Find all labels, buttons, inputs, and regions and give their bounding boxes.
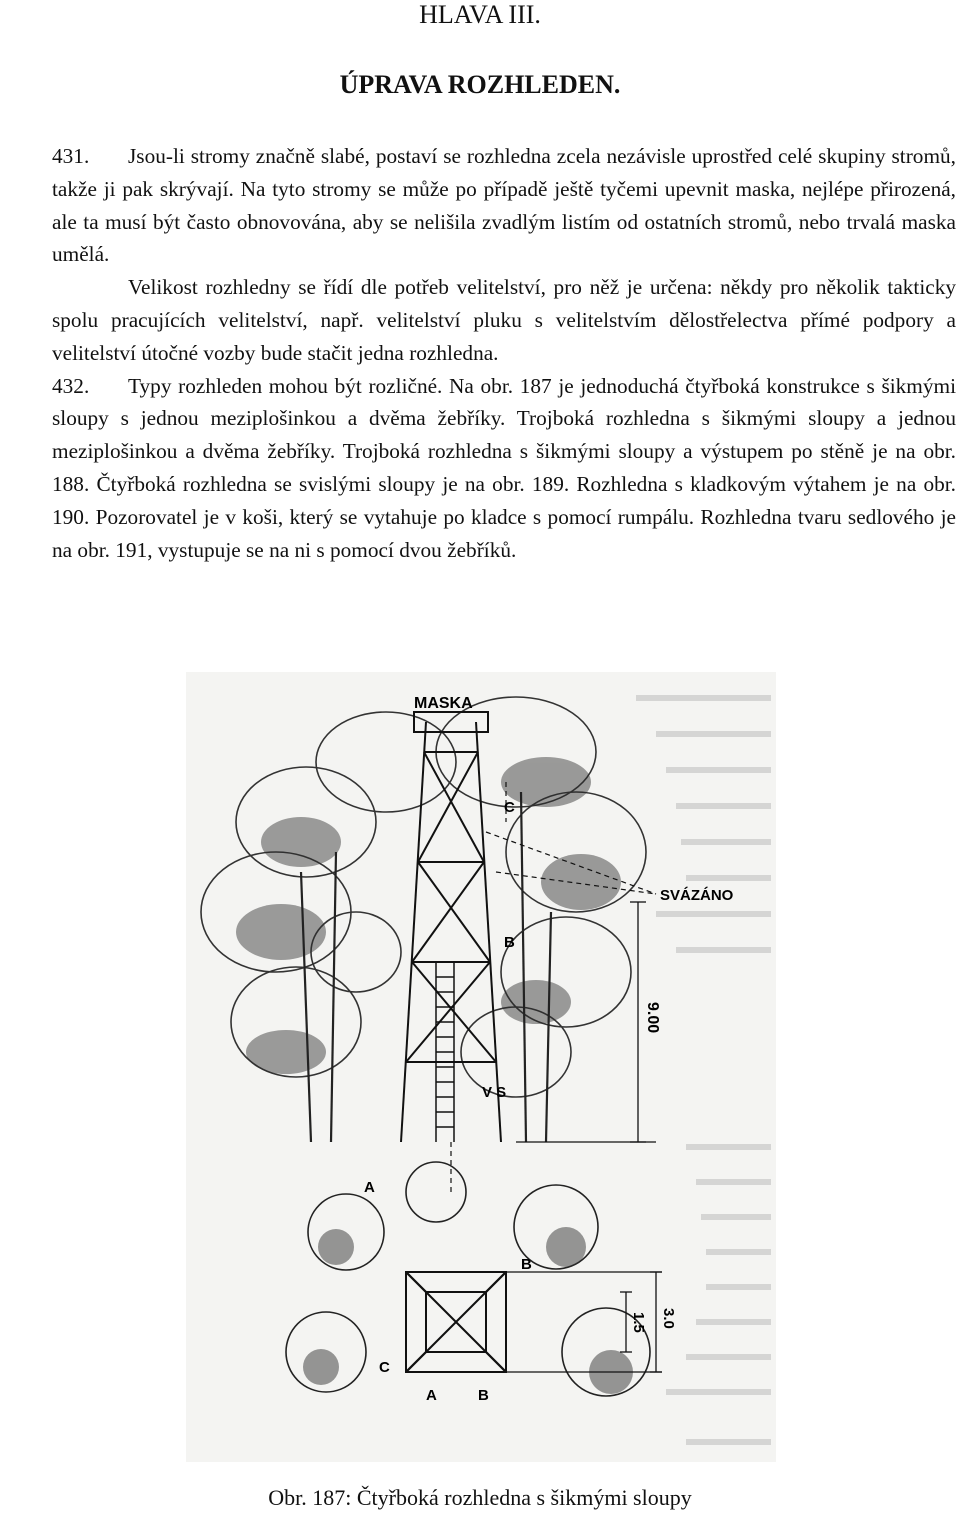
figure-caption: Obr. 187: Čtyřboká rozhledna s šikmými sloupy <box>268 1485 692 1510</box>
paragraph-432 <box>52 370 956 567</box>
chapter-heading: HLAVA III. <box>419 0 541 29</box>
paragraph-431 <box>52 140 956 271</box>
paragraph-number: 432. <box>52 373 90 398</box>
svazano-label: SVÁZÁNO <box>660 887 734 904</box>
chapter-title: ÚPRAVA ROZHLEDEN. <box>339 70 621 99</box>
outer-width-label: 3.0 <box>660 1308 677 1329</box>
maska-label: MASKA <box>414 695 473 712</box>
label-b-bottom: B <box>478 1387 489 1404</box>
height-label: 9.00 <box>644 1002 661 1034</box>
label-c-top: C <box>504 799 515 816</box>
paragraph-text: Velikost rozhledny se řídí dle potřeb velitelství, pro něž je určena: někdy pro několik takticky spolu pracujících velitelství, např. velitelství pluku s velitelstvím dělostřelectva přímé podpory a velitelství útočné vozby bude stačit jedna rozhledna. <box>52 275 956 365</box>
paragraph-velikost <box>52 271 956 369</box>
tower-drawing <box>186 672 776 1462</box>
label-b-mid: B <box>504 934 515 951</box>
label-a-left: A <box>364 1179 375 1196</box>
body-text <box>52 140 956 566</box>
paragraph-text: Typy rozhleden mohou být rozličné. Na obr. 187 je jednoduchá čtyřboká konstrukce s šikmými sloupy s jednou meziplošinkou a dvěma žebříky. Trojboká rozhledna s šikmými sloupy a jednou meziplošinkou a dvěma žebříky. Trojboká rozhledna s šikmými sloupy a výstupem po stěně je na obr. 188. Čtyřboká rozhledna se svislými sloupy je na obr. 189. Rozhledna s kladkovým výtahem je na obr. 190. Pozorovatel je v koši, který se vytahuje po kladce s pomocí rumpálu. Rozhledna tvaru sedlového je na obr. 191, vystupuje se na ni s pomocí dvou žebříků. <box>52 373 956 562</box>
figure-187 <box>186 672 776 1462</box>
paragraph-number: 431. <box>52 144 90 168</box>
label-vs: V S <box>482 1084 507 1101</box>
paragraph-text: Jsou-li stromy značně slabé, postaví se rozhledna zcela nezávisle uprostřed celé skupiny stromů, takže ji pak skrývají. Na tyto stromy se může po případě ještě tyčemi upevnit maska, nejlépe přirozená, ale ta musí být často obnovována, aby se nelišila zvadlým listím od ostatních stromů, nebo trvalá maska umělá. <box>52 144 956 267</box>
label-b-plan: B <box>521 1256 532 1273</box>
label-a-bottom: A <box>426 1387 437 1404</box>
label-c-plan: C <box>379 1359 390 1376</box>
inner-width-label: 1.5 <box>630 1312 647 1333</box>
